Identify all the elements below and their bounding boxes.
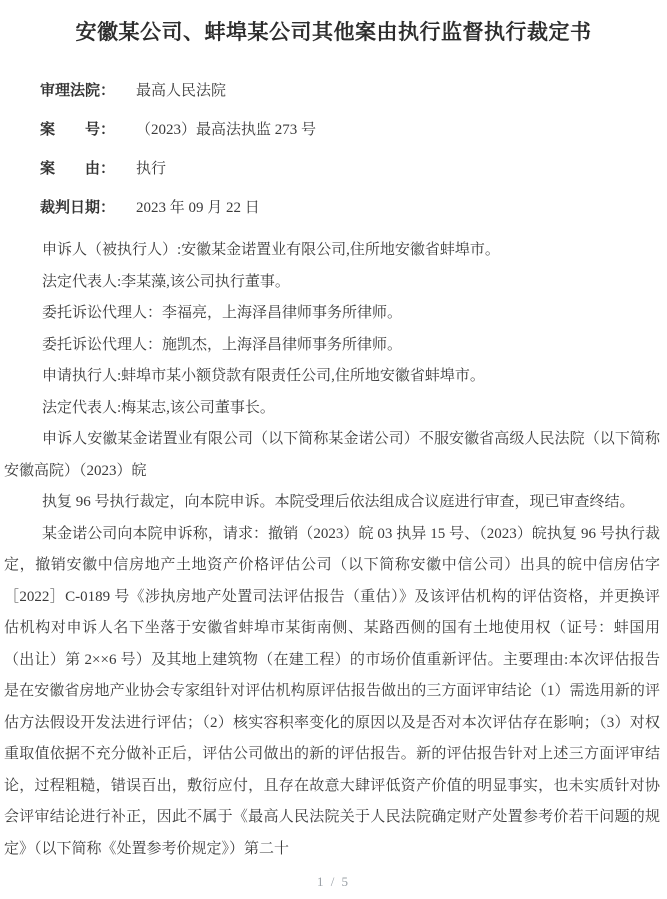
paragraph-appellant: 申诉人（被执行人）:安徽某金诺置业有限公司,住所地安徽省蚌埠市。 (42, 242, 500, 258)
document-title: 安徽某公司、蚌埠某公司其他案由执行监督执行裁定书 (75, 20, 592, 44)
meta-label-judgment-date: 裁判日期： (40, 200, 116, 216)
meta-value-judgment-date: 2023 年 09 月 22 日 (136, 200, 260, 216)
meta-row-judgment-date (40, 187, 667, 226)
paragraph-applicant: 申请执行人:蚌埠市某小额贷款有限责任公司,住所地安徽省蚌埠市。 (42, 368, 485, 384)
paragraph-agent-1: 委托诉讼代理人：李福亮，上海泽昌律师事务所律师。 (42, 305, 403, 321)
paragraph-review-status: 执复 96 号执行裁定，向本院申诉。本院受理后依法组成合议庭进行审查，现已审查终结。 (42, 494, 635, 510)
meta-label-court: 审理法院： (40, 83, 116, 99)
paragraph-appeal-intro: 申诉人安徽某金诺置业有限公司（以下简称某金诺公司）不服安徽省高级人民法院（以下简称安徽高院）（2023）皖 (4, 431, 660, 479)
document-body (4, 235, 660, 865)
meta-label-cause: 案 由： (40, 161, 116, 177)
meta-value-court: 最高人民法院 (136, 83, 227, 99)
meta-row-case-number (40, 109, 667, 148)
page-number-indicator: 1 / 5 (316, 874, 351, 889)
meta-row-cause (40, 148, 667, 187)
paragraph-appeal-claims: 某金诺公司向本院申诉称，请求：撤销（2023）皖 03 执异 15 号、（2023）皖执复 96 号执行裁定，撤销安徽中信房地产土地资产价格评估公司（以下简称安徽中信公司）出具的皖中信房估字［2022］C-0189 号《涉执房地产处置司法评估报告（重估）》及该评估机构的评估资格，并更换评估机构对申诉人名下坐落于安徽省蚌埠市某街南侧、某路西侧的国有土地使用权（证号：蚌国用（出让）第 2××6 号）及其地上建筑物（在建工程）的市场价值重新评估。主要理由:本次评估报告是在安徽省房地产业协会专家组针对评估机构原评估报告做出的三方面评审结论（1）需选用新的评估方法假设开发法进行评估；（2）核实容积率变化的原因以及是否对本次评估存在影响；（3）对权重取值依据不充分做补正后，评估公司做出的新的评估报告。新的评估报告针对上述三方面评审结论，过程粗糙，错误百出，敷衍应付，且存在故意大肆评低资产价值的明显事实，也未实质针对协会评审结论进行补正，因此不属于《最高人民法院关于人民法院确定财产处置参考价若干问题的规定》（以下简称《处置参考价规定》）第二十 (4, 525, 660, 857)
meta-label-case-number: 案 号： (40, 122, 116, 138)
paragraph-legal-rep-2: 法定代表人:梅某志,该公司董事长。 (42, 399, 275, 416)
paragraph-agent-2: 委托诉讼代理人：施凯杰，上海泽昌律师事务所律师。 (42, 336, 403, 353)
case-meta-section (40, 70, 667, 226)
meta-row-court (40, 70, 667, 109)
paragraph-legal-rep-1: 法定代表人:李某藻,该公司执行董事。 (42, 273, 290, 290)
meta-value-cause: 执行 (136, 161, 167, 177)
meta-value-case-number: （2023）最高法执监 273 号 (136, 122, 317, 138)
